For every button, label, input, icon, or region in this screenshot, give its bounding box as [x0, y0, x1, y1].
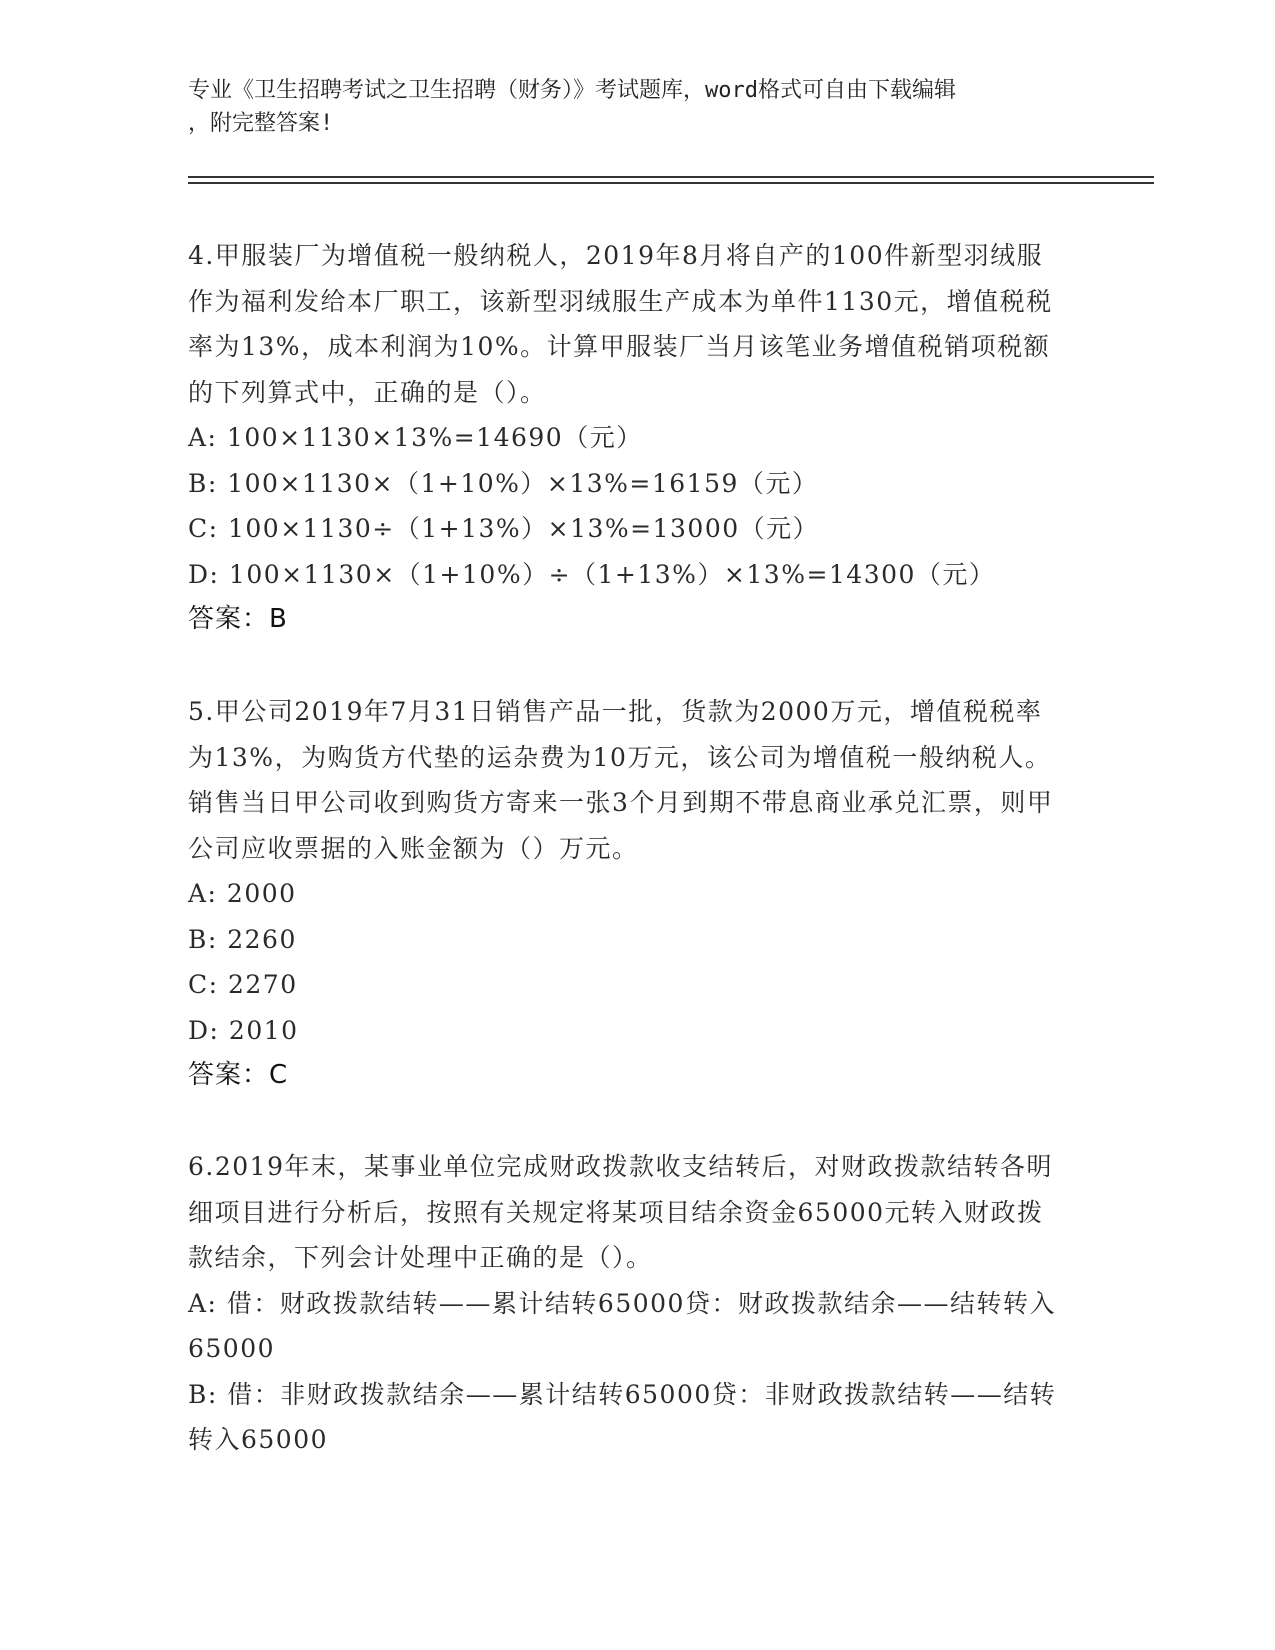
option-b: B: 100×1130×（1+10%）×13%=16159（元）: [188, 468, 819, 498]
option-b: B: 2260: [188, 924, 297, 954]
option-c: C: 2270: [188, 970, 298, 999]
question-4: [188, 233, 1068, 643]
option-a: A: 借：财政拨款结转——累计结转65000贷：财政拨款结余——结转转入65000: [188, 1288, 1056, 1363]
option-d: D: 100×1130×（1+10%）÷（1+13%）×13%=14300（元）: [188, 559, 996, 589]
header-divider-bottom: [188, 182, 1154, 184]
option-a: A: 100×1130×13%=14690（元）: [188, 423, 643, 452]
document-header: [188, 74, 1088, 140]
question-6: [188, 1144, 1068, 1463]
option-b: B: 借：非财政拨款结余——累计结转65000贷：非财政拨款结转——结转转入65000: [188, 1379, 1057, 1454]
question-stem: 4.甲服装厂为增值税一般纳税人，2019年8月将自产的100件新型羽绒服作为福利发给本厂职工，该新型羽绒服生产成本为单件1130元，增值税税率为13%，成本利润为10%。计算甲服装厂当月该笔业务增值税销项税额的下列算式中，正确的是（）。: [188, 241, 1053, 407]
option-c: C: 100×1130÷（1+13%）×13%=13000（元）: [188, 514, 820, 543]
question-stem: 6.2019年末，某事业单位完成财政拨款收支结转后，对财政拨款结转各明细项目进行分析后，按照有关规定将某项目结余资金65000元转入财政拨款结余，下列会计处理中正确的是（）。: [188, 1152, 1053, 1272]
option-d: D: 2010: [188, 1015, 299, 1045]
header-line-2: ，附完整答案!: [188, 111, 334, 136]
header-line-1: 专业《卫生招聘考试之卫生招聘（财务）》考试题库，word格式可自由下载编辑: [188, 78, 956, 103]
option-a: A: 2000: [188, 879, 297, 908]
question-stem: 5.甲公司2019年7月31日销售产品一批，货款为2000万元，增值税税率为13%，为购货方代垫的运杂费为10万元，该公司为增值税一般纳税人。销售当日甲公司收到购货方寄来一张3个月到期不带息商业承兑汇票，则甲公司应收票据的入账金额为（）万元。: [188, 697, 1054, 863]
answer-label: 答案：B: [188, 604, 288, 634]
header-divider-top: [188, 176, 1154, 178]
question-5: [188, 689, 1068, 1099]
answer-label: 答案：C: [188, 1060, 289, 1090]
